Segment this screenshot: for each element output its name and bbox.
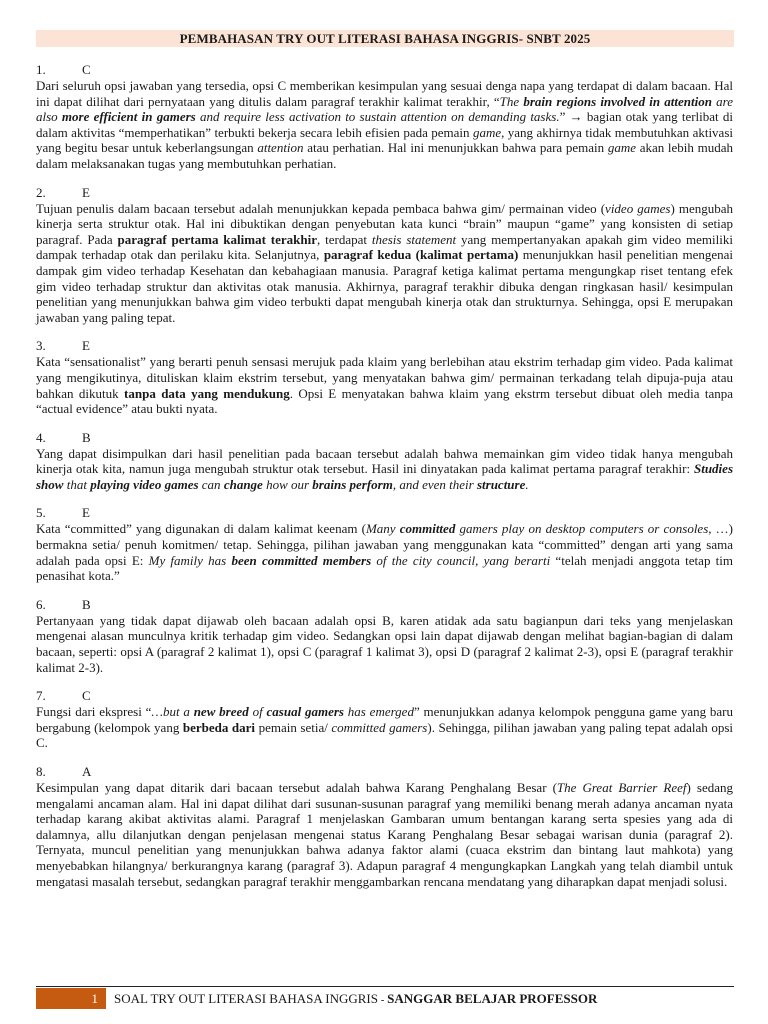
body-text: ) sedang mengalami ancaman alam. Hal ini dapat dilihat dari susunan-susunan paragraf yang memiliki benang merah adanya ancaman nyata terhadap karang akibat aktivitas alami. Paragraf 1 menjelaskan Gambaran umum bentangan karang serta spesies yang ada di dalamnya, allu dilanjutkan dengan penjelasan mengenai status Karang Penghalang Besar sebagai warisan dunia (paragraf 2). Ternyata, muncul penelitian yang menunjukkan bahwa adanya faktor alami (cuaca ekstrim dan bintang laut mahkota) yang menyebabkan hilangnya/ berkurangnya karang (paragraf 3). Adapun paragraf 4 mengungkapkan Langkah yang telah diambil untuk mengatasi masalah tersebut, sedangkan paragraf terakhir menggambarkan rencana mendatang yang diharapkan dapat menjadi solusi. [36, 780, 733, 889]
answer-letter: B [82, 429, 91, 445]
question-header [36, 430, 733, 446]
question-explanation [36, 430, 733, 493]
answer-letter: C [82, 688, 91, 704]
body-text: Kata “committed” yang digunakan di dalam kalimat keenam ( [36, 521, 366, 537]
footer-title [114, 988, 597, 1009]
emphasis-text: brain regions involved in attention [523, 93, 712, 109]
page-footer [36, 986, 734, 1010]
page-number: 1 [36, 988, 106, 1009]
emphasis-text: been committed members [231, 552, 372, 568]
body-text: “telah menjadi anggota tetap tim penasihat kota.” [36, 552, 734, 584]
answer-letter: E [82, 184, 90, 200]
emphasis-text: committed gamers [331, 719, 428, 735]
emphasis-text: paragraf kedua (kalimat pertama) [323, 247, 519, 263]
page-title: PEMBAHASAN TRY OUT LITERASI BAHASA INGGRIS- SNBT 2025 [36, 30, 734, 47]
emphasis-text: Studies show [36, 461, 733, 492]
emphasis-text: new breed [193, 704, 249, 720]
question-number: 3. [36, 338, 46, 354]
emphasis-text: video games [605, 200, 671, 216]
emphasis-text: My family has [148, 552, 232, 568]
emphasis-text: structure [476, 476, 526, 492]
body-text: , …) bermakna setia/ penuh komitmen/ tetap. Sehingga, pilihan jawaban yang menggunakan kata “committed” dengan arti yang sama adalah pada opsi E: [36, 521, 733, 568]
emphasis-text: more efficient in gamers [61, 109, 196, 125]
body-text: Kata “sensationalist” yang berarti penuh sensasi merujuk pada klaim yang berlebihan atau ekstrim terhadap gim video. Pada kalimat yang mengikutinya, dituliskan klaim ekstrim tersebut, yang menyatakan bahwa gim/ permainan terkadang telah dipuja-puja atau bahkan dikutuk [36, 354, 733, 401]
body-text: Fungsi dari ekspresi “ [36, 704, 152, 720]
explanation-text [36, 780, 733, 889]
body-text: pemain setia/ [255, 719, 332, 735]
question-number: 5. [36, 505, 46, 521]
emphasis-text: has emerged [344, 704, 414, 720]
emphasis-text [224, 477, 263, 492]
emphasis-text: gamers play on desktop computers or consoles [455, 521, 709, 537]
emphasis-text: casual gamers [266, 704, 344, 720]
emphasis-text: brains perform [312, 476, 393, 492]
explanation-text [36, 521, 733, 583]
footer-divider [36, 986, 734, 987]
body-text: , yang akhirnya tidak membutuhkan aktivasi yang begitu besar untuk keberlangsungan [36, 124, 733, 156]
question-number: 6. [36, 596, 46, 612]
emphasis-text: , and even their [392, 476, 477, 492]
body-text: Tujuan penulis dalam bacaan tersebut adalah menunjukkan kepada pembaca bahwa gim/ permainan video ( [36, 200, 606, 216]
footer-brand: SANGGAR BELAJAR PROFESSOR [387, 991, 598, 1006]
emphasis-text [62, 109, 196, 124]
question-explanation [36, 505, 733, 583]
body-text: atau perhatian. Hal ini menunjukkan bahwa para pemain [303, 140, 608, 156]
question-number: 4. [36, 429, 46, 445]
body-text: menunjukkan hasil penelitian mengenai dampak gim video terhadap Kesehatan dan kebahagiaan manusia. Paragraf ketiga kalimat pertama mengungkap riset tentang efek gim video terhadap struktur dan aktivitas otak manusia. Akhirnya, paragraf terakhir dibuka dengan ringkasan hasil/ kesimpulan penelitian yang menunjukkan bahwa gim video terbukti dapat mengubah kinerja otak dan strukturnya. Sehingga, opsi E merupakan jawaban yang paling tepat. [36, 247, 734, 325]
emphasis-text [312, 477, 393, 492]
explanation-text [36, 704, 733, 751]
emphasis-text: The Great Barrier Reef [556, 780, 687, 795]
emphasis-text: can [198, 476, 224, 492]
emphasis-text: Many [365, 521, 400, 537]
body-text: ) mengubah kinerja serta struktur otak. Hal ini dibuktikan dengan penyebutan kata kunci “brain” maupun “game” yang konsisten di setiap paragraf. Pada [36, 200, 733, 247]
body-text: Kesimpulan yang dapat ditarik dari bacaan tersebut adalah bahwa Karang Penghalang Besar ( [36, 780, 557, 795]
answer-letter: B [82, 596, 91, 612]
body-text: ” → bagian otak yang terlibat di dalam aktivitas “memperhatikan” terbukti bekerja secara lebih efisien pada pemain [36, 109, 734, 140]
question-explanation [36, 185, 733, 326]
explanation-text [36, 354, 733, 416]
emphasis-text: The [499, 93, 524, 109]
explanation-text [36, 78, 733, 172]
emphasis-text [400, 521, 456, 536]
emphasis-text [267, 704, 344, 719]
emphasis-text: change [223, 476, 263, 492]
emphasis-text: . [525, 476, 529, 492]
body-text: ” menunjukkan adanya kelompok pengguna game yang baru bergabung (kelompok yang [36, 704, 733, 735]
emphasis-text: tanpa data yang mendukung [124, 385, 290, 401]
emphasis-text: playing video games [90, 476, 199, 492]
explanation-text [36, 613, 733, 675]
emphasis-text: paragraf pertama kalimat terakhir [117, 231, 317, 247]
emphasis-text: thesis statement [371, 231, 457, 247]
body-text: ). Sehingga, pilihan jawaban yang paling tepat adalah opsi C. [36, 719, 733, 751]
emphasis-text [231, 553, 371, 568]
question-number: 8. [36, 764, 46, 779]
question-header [36, 505, 733, 521]
question-explanation [36, 338, 733, 416]
emphasis-text: are also [36, 93, 733, 125]
question-header [36, 764, 733, 780]
emphasis-text: and require less activation to sustain attention on demanding tasks. [195, 109, 560, 125]
answer-explanations [36, 62, 733, 902]
question-explanation [36, 597, 733, 675]
question-explanation [36, 62, 733, 172]
footer-separator: - [378, 994, 388, 1006]
answer-letter: E [82, 505, 90, 521]
emphasis-text [523, 94, 712, 109]
question-header [36, 338, 733, 354]
emphasis-text: berbeda dari [182, 719, 256, 735]
body-text: , terdapat [317, 231, 372, 247]
explanation-text [36, 201, 733, 326]
emphasis-text [194, 704, 249, 719]
question-explanation [36, 764, 733, 889]
question-header [36, 597, 733, 613]
emphasis-text [477, 477, 525, 492]
question-number: 1. [36, 62, 46, 77]
emphasis-text: …but a [151, 704, 194, 720]
emphasis-text: of [248, 704, 267, 720]
answer-letter: E [82, 338, 90, 354]
emphasis-text: game [472, 124, 502, 140]
emphasis-text: of the city council, yang berarti [371, 552, 551, 568]
question-explanation [36, 688, 733, 751]
body-text: Yang dapat disimpulkan dari hasil penelitian pada bacaan tersebut adalah bahwa memainkan gim video tidak hanya mengubah kinerja otak kita, namun juga mengubah struktur otak tersebut. Hasil ini dinyatakan pada kalimat pertama paragraf terakhir: [36, 445, 733, 477]
emphasis-text: how our [262, 476, 313, 492]
body-text: . Opsi E menyatakan bahwa klaim yang ekstrm tersebut dibuat oleh media tanpa “actual evidence” atau bukti nyata. [36, 385, 733, 417]
emphasis-text: committed [399, 521, 456, 537]
answer-letter: A [82, 764, 92, 779]
answer-letter: C [82, 62, 91, 77]
body-text: akan lebih mudah dalam melaksanakan tugas yang membutuhkan perhatian. [36, 140, 733, 171]
body-text: Pertanyaan yang tidak dapat dijawab oleh bacaan adalah opsi B, karen atidak ada satu bagianpun dari teks yang menjelaskan mengenai alasan munculnya kritik terhadap gim video. Sedangkan opsi lain dapat dijawab dengan melihat bagian-bagian di dalam bacaan, seperti: opsi A (paragraf 2 kalimat 1), opsi C (paragraf 1 kalimat 3), opsi D (paragraf 2 kalimat 2-3), opsi E (paragraf terakhir kalimat 2-3). [36, 612, 733, 675]
body-text: Dari seluruh opsi jawaban yang tersedia, opsi C memberikan kesimpulan yang sesuai denga napa yang terdapat di dalam bacaan. Hal ini dapat dilihat dari pernyataan yang ditulis dalam paragraf terakhir kalimat terakhir, “ [36, 78, 733, 109]
question-number: 2. [36, 184, 46, 200]
emphasis-text: game [607, 140, 636, 156]
footer-doc-title: SOAL TRY OUT LITERASI BAHASA INGGRIS [114, 991, 378, 1006]
body-text: yang mempertanyakan apakah gim video memiliki dampak terhadap otak dan perilaku kita. Selanjutnya, [36, 231, 733, 263]
emphasis-text [90, 477, 198, 492]
question-number: 7. [36, 688, 46, 704]
emphasis-text: attention [257, 140, 304, 156]
explanation-text [36, 446, 733, 493]
question-header [36, 688, 733, 704]
question-header [36, 185, 733, 201]
emphasis-text: that [63, 476, 91, 492]
question-header [36, 62, 733, 78]
